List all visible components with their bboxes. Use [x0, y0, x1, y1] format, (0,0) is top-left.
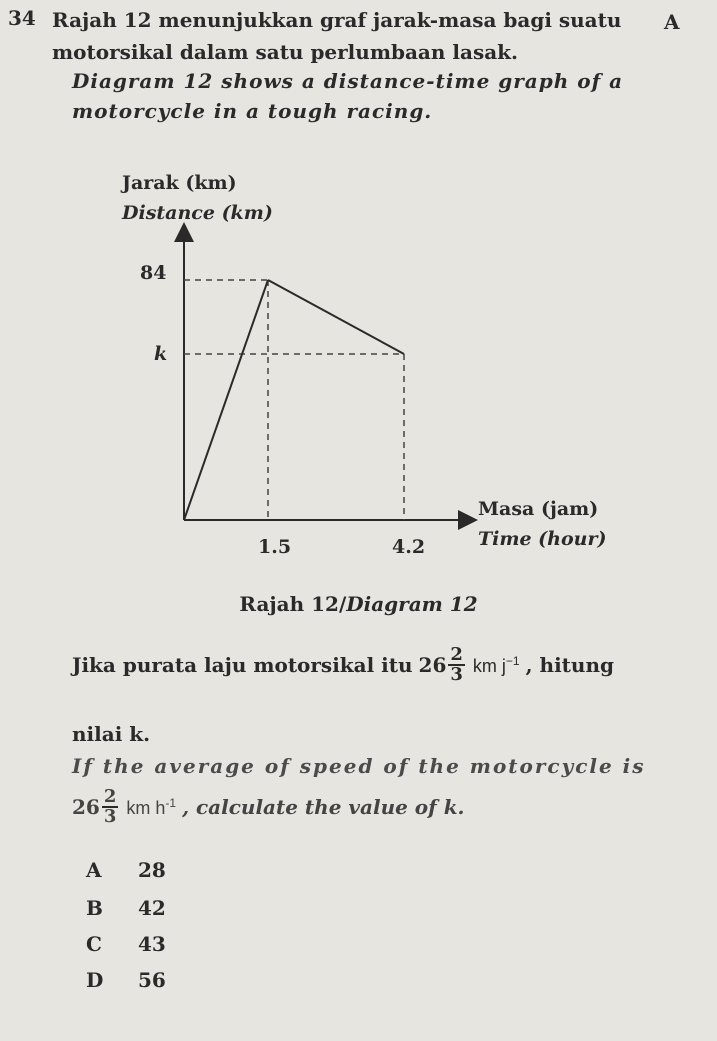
x-axis-label-malay: Masa (jam)	[478, 498, 599, 520]
question-text-english: Diagram 12 shows a distance-time graph of a motorcycle in a tough racing.	[72, 69, 624, 123]
fraction-numerator: 2	[103, 786, 117, 807]
speed-whole: 26	[418, 653, 447, 677]
x-tick-1-5: 1.5	[258, 536, 292, 558]
prompt-malay-after: , hitung	[525, 653, 614, 677]
option-letter: D	[86, 968, 104, 992]
segment-2	[268, 280, 404, 354]
unit-text: km j	[472, 655, 506, 676]
fraction-denominator: 3	[450, 664, 463, 685]
unit-malay	[473, 654, 520, 677]
option-value: 43	[138, 932, 166, 956]
speed-whole: 26	[72, 795, 100, 819]
option-b[interactable]	[86, 896, 166, 920]
prompt-malay-line1	[72, 646, 614, 684]
unit-exponent: −1	[505, 653, 520, 668]
fraction-numerator: 2	[450, 644, 463, 665]
prompt-malay-line2: nilai k.	[72, 722, 151, 746]
speed-value-english	[72, 788, 120, 826]
option-a[interactable]	[86, 858, 166, 882]
segment-1	[184, 280, 268, 520]
option-letter: A	[86, 858, 102, 882]
option-letter: B	[86, 896, 103, 920]
option-d[interactable]	[86, 968, 166, 992]
caption-english: Diagram 12	[346, 592, 478, 616]
question-number: 34	[8, 6, 36, 30]
speed-fraction	[102, 788, 119, 826]
x-axis-label-english: Time (hour)	[478, 528, 607, 550]
prompt-malay-before: Jika purata laju motorsikal itu	[72, 653, 413, 677]
question-text-malay: Rajah 12 menunjukkan graf jarak-masa bagi suatu motorsikal dalam satu perlumbaan lasak.	[52, 8, 622, 64]
x-tick-4-2: 4.2	[392, 536, 426, 558]
diagram-caption	[0, 592, 717, 616]
option-value: 42	[138, 896, 166, 920]
option-c[interactable]	[86, 932, 166, 956]
y-axis-label-malay: Jarak (km)	[122, 172, 237, 194]
prompt-english-line1: If the average of speed of the motorcycle is	[72, 754, 646, 778]
option-value: 56	[138, 968, 166, 992]
fraction-denominator: 3	[103, 806, 117, 827]
prompt-english-line2	[72, 788, 465, 826]
speed-value-malay	[419, 646, 467, 684]
y-axis-label-english: Distance (km)	[122, 202, 273, 224]
caption-malay: Rajah 12/	[239, 592, 347, 616]
corner-mark: A	[664, 10, 680, 34]
unit-english	[126, 796, 176, 819]
y-tick-k: k	[154, 343, 168, 365]
speed-fraction	[448, 646, 465, 684]
y-tick-84: 84	[140, 262, 167, 284]
unit-text: km h	[126, 797, 166, 818]
option-letter: C	[86, 932, 102, 956]
prompt-english-after: , calculate the value of k.	[182, 795, 465, 819]
option-value: 28	[138, 858, 166, 882]
unit-exponent: -1	[165, 795, 177, 810]
